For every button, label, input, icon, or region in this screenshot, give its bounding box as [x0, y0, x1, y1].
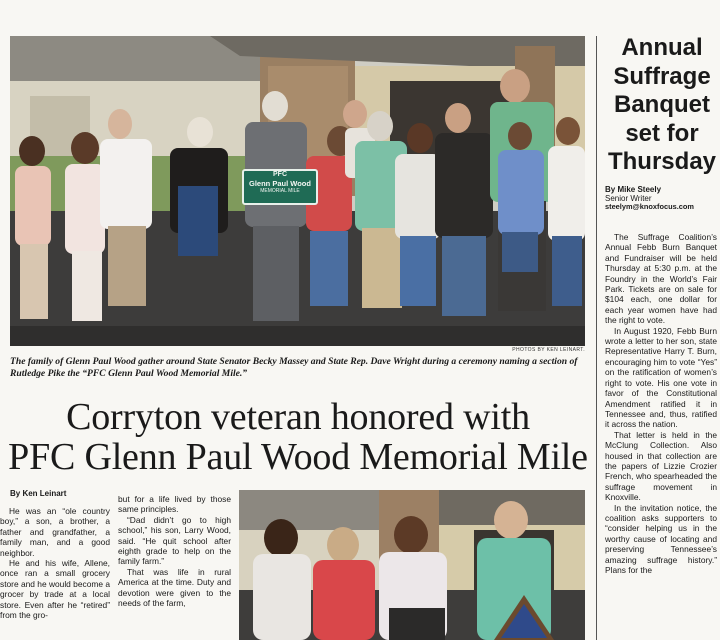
sidebar-paragraph: That letter is held in the McClung Collection. Also housed in that collection are the papers of Lizzie Crozier French, who spearheaded the suffrage movement in Knoxville. [605, 429, 717, 503]
sidebar-headline-line: Thursday [607, 148, 717, 175]
headline-line-2: PFC Glenn Paul Wood Memorial Mile [8, 436, 588, 478]
sidebar-headline-line: set for [625, 119, 699, 147]
second-photo [239, 490, 585, 640]
sign-line-3: MEMORIAL MILE [260, 188, 300, 194]
sidebar-headline-line: Annual [621, 34, 703, 61]
article-paragraph: but for a life lived by those same principles. [118, 494, 231, 515]
memorial-sign [242, 169, 318, 205]
article-headline [0, 397, 596, 477]
sidebar-headline-line: Suffrage [613, 62, 711, 90]
sidebar-byline-email[interactable]: steelym@knoxfocus.com [605, 202, 694, 212]
headline-line-1: Corryton veteran honored with [66, 396, 530, 438]
article-column-2 [118, 494, 231, 608]
article-paragraph: He was an “ole country boy,” a son, a brother, a father and grandfather, a family man, and a good neighbor. [0, 506, 110, 558]
sidebar-body [605, 232, 717, 575]
sign-line-2: Glenn Paul Wood [249, 179, 311, 188]
sidebar-paragraph: In August 1920, Febb Burn wrote a letter to her son, state Representative Harry T. Burn, encouraging him to vote “Yes” on the ratification of women’s right to vote. His one vote in favor of the Constitutional Amendment ratified it in Tennessee and, thus, ratified it across the nation. [605, 325, 717, 430]
main-photo [10, 36, 585, 346]
article-paragraph: “Dad didn’t go to high school,” his son, Larry Wood, said. “He quit school after eighth grade to help on the family farm.” [118, 514, 231, 567]
column-divider [596, 36, 597, 640]
article-byline: By Ken Leinart [10, 489, 67, 498]
article-paragraph: He and his wife, Allene, once ran a small grocery store and he would become a grocer by trade at a local store. Even after he “retired” from the gro- [0, 558, 110, 621]
sidebar-headline [603, 34, 720, 177]
sidebar-byline-role: Senior Writer [605, 193, 652, 203]
sidebar-headline-line: Banquet [614, 91, 710, 118]
sidebar-paragraph: The Suffrage Coalition’s Annual Febb Burn Banquet and Fundraiser will be held Thursday at 5:30 p.m. at the Foundry in the World’s Fair Park. Tickets are on sale for $104 each, one dollar for each year women have had the right to vote. [605, 232, 717, 326]
photo-caption: The family of Glenn Paul Wood gather around State Senator Becky Massey and State Rep. Dave Wright during a ceremony naming a section of Rutledge Pike the “PFC Glenn Paul Wood Memorial Mile.” [10, 356, 578, 379]
photo-credit: PHOTOS BY KEN LEINART. [512, 347, 585, 353]
article-column-1 [0, 506, 110, 620]
sidebar-paragraph: In the invitation notice, the coalition asks supporters to “consider helping us in the worthy cause of locating and preserving Tennessee’s amazing suffrage history.” Plans for the [605, 502, 717, 575]
sign-line-1: PFC [273, 171, 287, 178]
article-paragraph: That was life in rural America at the time. Duty and devotion were given to the needs of the farm, [118, 566, 231, 609]
sidebar-byline [605, 186, 694, 212]
sidebar-byline-name: By Mike Steely [605, 185, 662, 194]
